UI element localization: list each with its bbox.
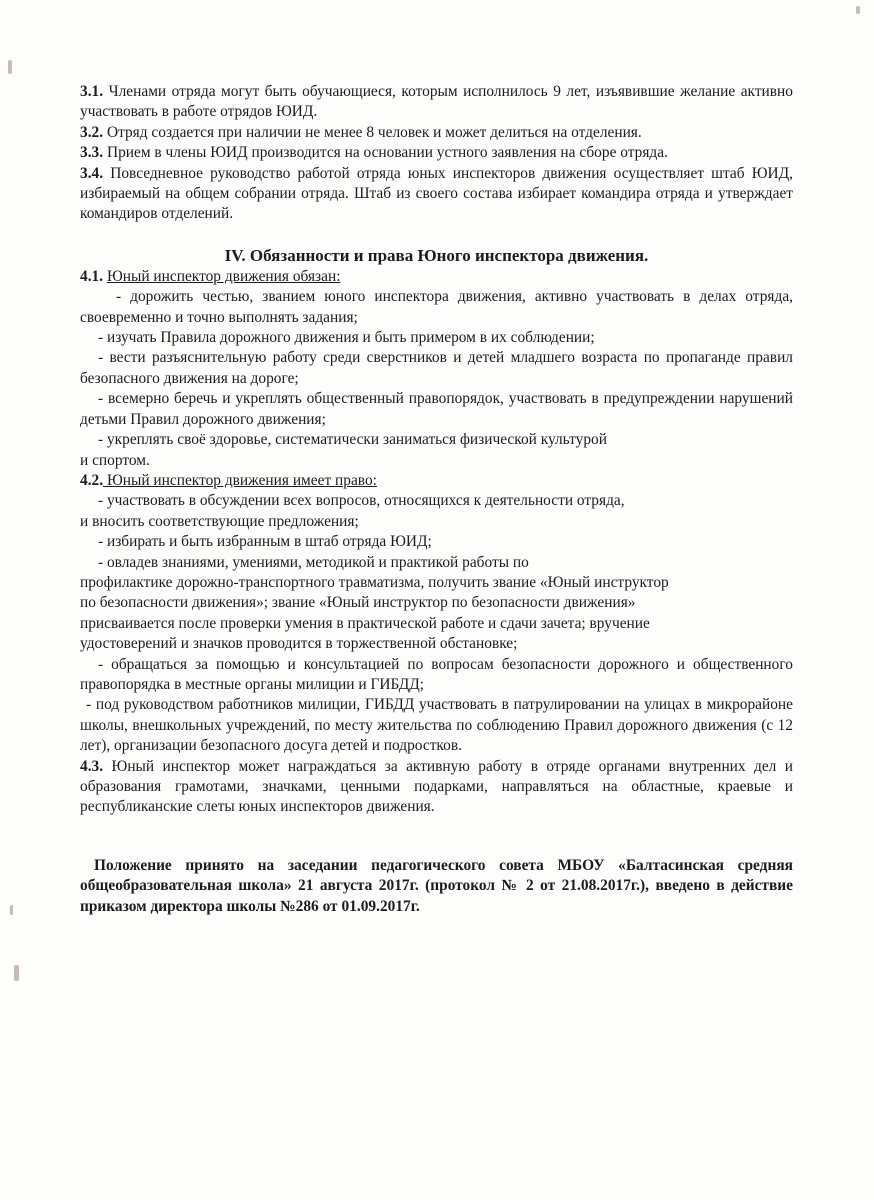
duty-item-tail: и спортом. bbox=[80, 451, 150, 469]
section-heading: IV. Обязанности и права Юного инспектора движения. bbox=[224, 245, 649, 265]
clause-number: 3.4. bbox=[80, 164, 104, 182]
clause-number: 4.2. bbox=[80, 471, 104, 489]
clause-title: Юный инспектор движения обязан: bbox=[106, 267, 341, 285]
clause-title: Юный инспектор движения имеет право: bbox=[103, 471, 377, 489]
clause-3-2 bbox=[80, 123, 793, 143]
duty-item: - вести разъяснительную работу среди сверстников и детей младшего возраста по пропаганде правил безопасного движения на дороге; bbox=[80, 349, 793, 387]
right-item-tail: и вносить соответствующие предложения; bbox=[80, 512, 359, 530]
duty-item: - укреплять своё здоровье, систематически заниматься физической культурой bbox=[98, 431, 607, 449]
clause-3-4 bbox=[80, 164, 793, 225]
clause-number: 3.3. bbox=[80, 144, 104, 162]
right-item: - овладев знаниями, умениями, методикой и практикой работы по bbox=[98, 553, 529, 571]
clause-4-3 bbox=[80, 757, 793, 818]
document-body bbox=[80, 82, 793, 932]
clause-number: 3.1. bbox=[80, 83, 104, 100]
right-item-line: присваивается после проверки умения в практической работе и сдачи зачета; вручение bbox=[80, 614, 650, 632]
right-item: - обращаться за помощью и консультацией по вопросам безопасности дорожного и общественного правопорядка в местные органы милиции и ГИБДД; bbox=[80, 655, 793, 693]
right-item: - участвовать в обсуждении всех вопросов, относящихся к деятельности отряда, bbox=[98, 492, 625, 510]
clause-4-1-title bbox=[80, 267, 793, 287]
clause-text: Юный инспектор может награждаться за активную работу в отряде органами внутренних дел и образования грамотами, значками, ценными подарками, направляться на областные, краевые и республиканские слеты юных инспекторов движения. bbox=[80, 757, 793, 816]
right-item: - под руководством работников милиции, ГИБДД участвовать в патрулировании на улицах в микрорайоне школы, внешкольных учреждений, по месту жительства по соблюдению Правил дорожного движения (с 12 лет), организации безопасного досуга детей и подростков. bbox=[80, 696, 793, 755]
clause-3-3 bbox=[80, 143, 793, 163]
right-item-line: удостоверений и значков проводится в торжественной обстановке; bbox=[80, 635, 518, 653]
scan-mark bbox=[10, 905, 13, 915]
scan-mark bbox=[856, 6, 860, 14]
duty-item: - изучать Правила дорожного движения и быть примером в их соблюдении; bbox=[98, 329, 595, 347]
clause-text: Членами отряда могут быть обучающиеся, которым исполнилось 9 лет, изъявившие желание активно участвовать в работе отрядов ЮИД. bbox=[80, 83, 793, 121]
clause-number: 4.3. bbox=[80, 757, 104, 775]
right-item-line: профилактике дорожно-транспортного травматизма, получить звание «Юный инструктор bbox=[80, 573, 669, 591]
scan-mark bbox=[8, 60, 12, 74]
duty-item: - дорожить честью, званием юного инспектора движения, активно участвовать в делах отряда, своевременно и точно выполнять задания; bbox=[80, 288, 793, 326]
approval-note: Положение принято на заседании педагогического совета МБОУ «Балтасинская средняя общеобразовательная школа» 21 августа 2017г. (протокол № 2 от 21.08.2017г.), введено в действие приказом директора школы №286 от 01.09.2017г. bbox=[80, 856, 793, 915]
clause-text: Отряд создается при наличии не менее 8 человек и может делиться на отделения. bbox=[106, 123, 642, 141]
clause-number: 4.1. bbox=[80, 267, 104, 285]
scan-mark bbox=[14, 965, 19, 981]
clause-text: Прием в члены ЮИД производится на основании устного заявления на сборе отряда. bbox=[106, 144, 668, 162]
duty-item: - всемерно беречь и укреплять общественный правопорядок, участвовать в предупреждении нарушений детьми Правил дорожного движения; bbox=[80, 390, 793, 428]
clause-text: Повседневное руководство работой отряда юных инспекторов движения осуществляет штаб ЮИД, избираемый на общем собрании отряда. Штаб из своего состава избирает командира отряда и утверждает командиров отделений. bbox=[80, 164, 793, 223]
right-item: - избирать и быть избранным в штаб отряда ЮИД; bbox=[98, 533, 432, 551]
clause-3-1 bbox=[80, 82, 793, 123]
right-item-line: по безопасности движения»; звание «Юный инструктор по безопасности движения» bbox=[80, 594, 636, 612]
clause-number: 3.2. bbox=[80, 123, 104, 141]
clause-4-2-title bbox=[80, 471, 793, 491]
